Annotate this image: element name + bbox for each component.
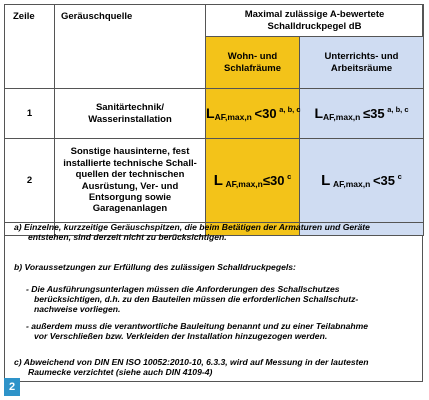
source-line: Sanitärtechnik/ [95, 102, 165, 114]
formula-footnote: a, b, c [279, 105, 301, 115]
formula-symbol: L [213, 171, 223, 189]
source-line: Garagenanlagen [92, 203, 168, 215]
source-line: installierte technische Schall- [63, 157, 197, 169]
source-line: Sonstige hausinterne, fest [70, 146, 190, 158]
header-unterricht-line2: Arbeitsräume [330, 62, 393, 74]
formula-subscript: AF,max,n [332, 178, 371, 189]
header-max-level [206, 5, 424, 37]
row-source [55, 139, 206, 223]
wohn-limit [206, 89, 300, 139]
footnote-b [14, 262, 296, 272]
formula-subscript: AF,max,n [225, 178, 263, 189]
footnote-line: - Die Ausführungsunterlagen müssen die Anforderungen des Schallschutzes [26, 284, 340, 294]
footnote-line: entstehen, sind derzeit nicht zu berücksichtigen. [28, 232, 227, 243]
formula-value: ≤30 [262, 172, 285, 188]
footnote-b-item-2 [26, 321, 414, 341]
header-max-line1: Maximal zulässige A-bewertete [244, 9, 385, 21]
formula-footnote: a, b, c [387, 105, 409, 115]
footnote-a [14, 222, 370, 242]
header-max-line2: Schalldruckpegel dB [267, 20, 362, 32]
table-row [5, 89, 424, 139]
formula-subscript: AF,max,n [323, 112, 361, 123]
formula-symbol: L [321, 171, 331, 189]
unterricht-limit [300, 89, 424, 139]
footnote-line: c) Abweichend von DIN EN ISO 10052:2010-10, 6.3.3, wird auf Messung in der lautesten [14, 357, 369, 367]
footnote-line: vor Verschließen bzw. Verkleiden der Installation hinzugezogen werden. [34, 331, 328, 342]
source-line: Entsorgung sowie [88, 191, 172, 203]
footnote-line: a) Einzelne, kurzzeitige Geräuschspitzen, die beim Betätigen der Armaturen und Geräte [14, 222, 370, 232]
wohn-limit [206, 139, 300, 223]
header-unterrichts-arbeitsraeume [300, 37, 424, 89]
formula-value: ≤35 [363, 106, 385, 122]
formula-subscript: AF,max,n [214, 112, 252, 123]
noise-level-table [4, 4, 424, 236]
footnote-line: Raumecke verzichtet (siehe auch DIN 4109-4) [28, 367, 213, 378]
footnote-line: berücksichtigen, d.h. zu den Bauteilen müssen die erforderlichen Schallschutz- [34, 294, 359, 305]
formula-value: <35 [372, 172, 396, 188]
formula-footnote: c [397, 171, 402, 181]
header-wohn-schlafraeume: Wohn- und Schlafräume [206, 37, 300, 89]
header-geraeuschquelle: Geräuschquelle [55, 5, 206, 89]
footnote-line: b) Voraussetzungen zur Erfüllung des zulässigen Schalldruckpegels: [14, 262, 296, 272]
source-line: quellen der technischen [75, 169, 185, 181]
row-number: 2 [5, 139, 55, 223]
formula-footnote: c [287, 171, 292, 181]
figure-number-badge: 2 [4, 378, 20, 396]
source-line: Ausrüstung, Ver- und [81, 180, 179, 192]
unterricht-limit [300, 139, 424, 223]
formula-symbol: L [206, 105, 215, 122]
footnote-line: - außerdem muss die verantwortliche Bauleitung benannt und zu einer Teilabnahme [26, 321, 369, 331]
footnote-line: nachweise vorliegen. [34, 304, 121, 315]
header-zeile: Zeile [5, 5, 55, 89]
formula-symbol: L [314, 105, 324, 122]
header-unterricht-line1: Unterrichts- und [324, 51, 399, 63]
footnote-b-item-1 [26, 284, 414, 315]
source-line: Wasserinstallation [88, 113, 172, 125]
formula-value: <30 [254, 106, 277, 122]
row-number: 1 [5, 89, 55, 139]
footnote-c [14, 357, 369, 377]
table-row [5, 139, 424, 223]
row-source [55, 89, 206, 139]
